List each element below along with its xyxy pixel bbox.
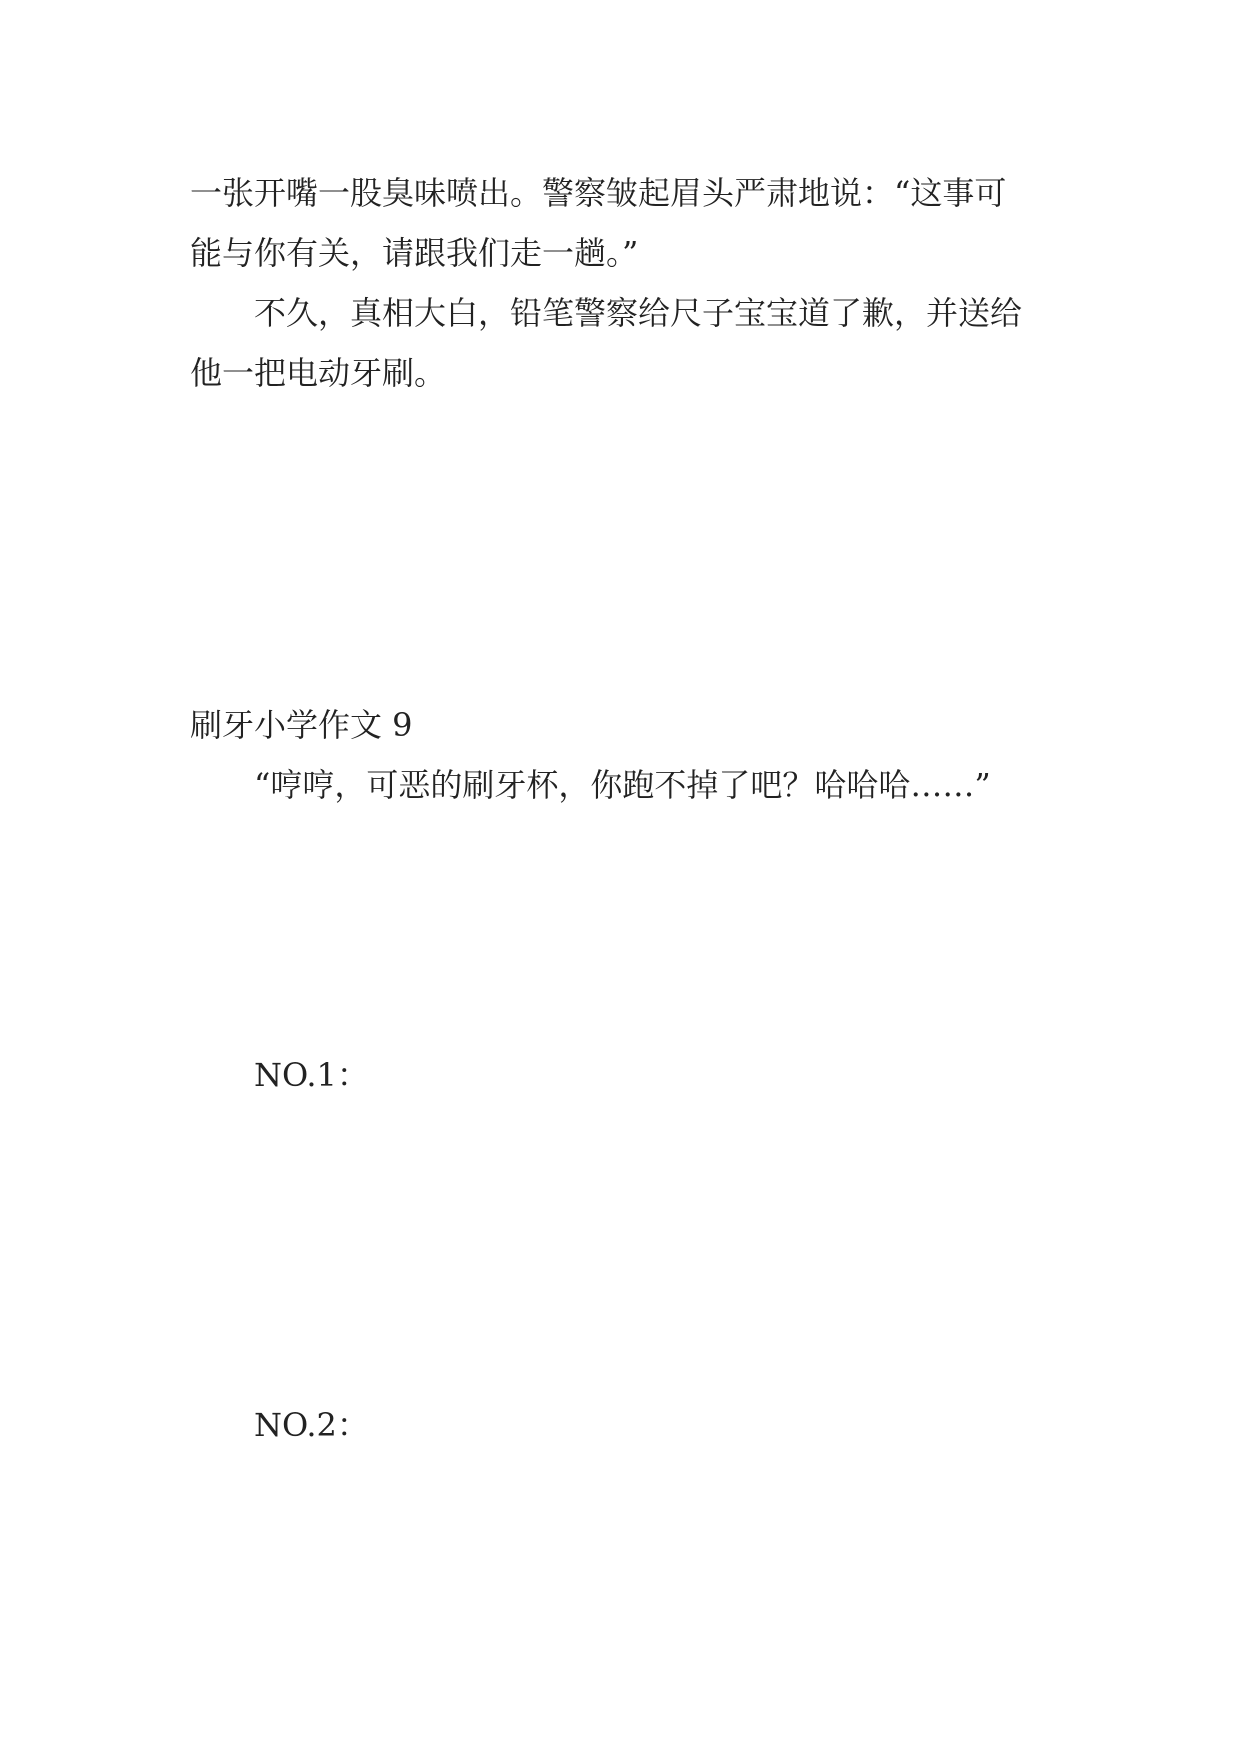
text-line: 他一把电动牙刷。 (190, 354, 447, 392)
text-line: 能与你有关，请跟我们走一趟。” (190, 234, 639, 272)
text-line: “哼哼，可恶的刷牙杯，你跑不掉了吧？哈哈哈……” (254, 766, 991, 804)
text-line: 一张开嘴一股臭味喷出。警察皱起眉头严肃地说：“这事可 (190, 174, 1007, 212)
section-title: 刷牙小学作文 9 (190, 706, 413, 744)
label: NO.2： (254, 1406, 369, 1444)
text-line: 不久，真相大白，铅笔警察给尺子宝宝道了歉，并送给 (254, 294, 1023, 332)
label: NO.1： (254, 1056, 369, 1094)
